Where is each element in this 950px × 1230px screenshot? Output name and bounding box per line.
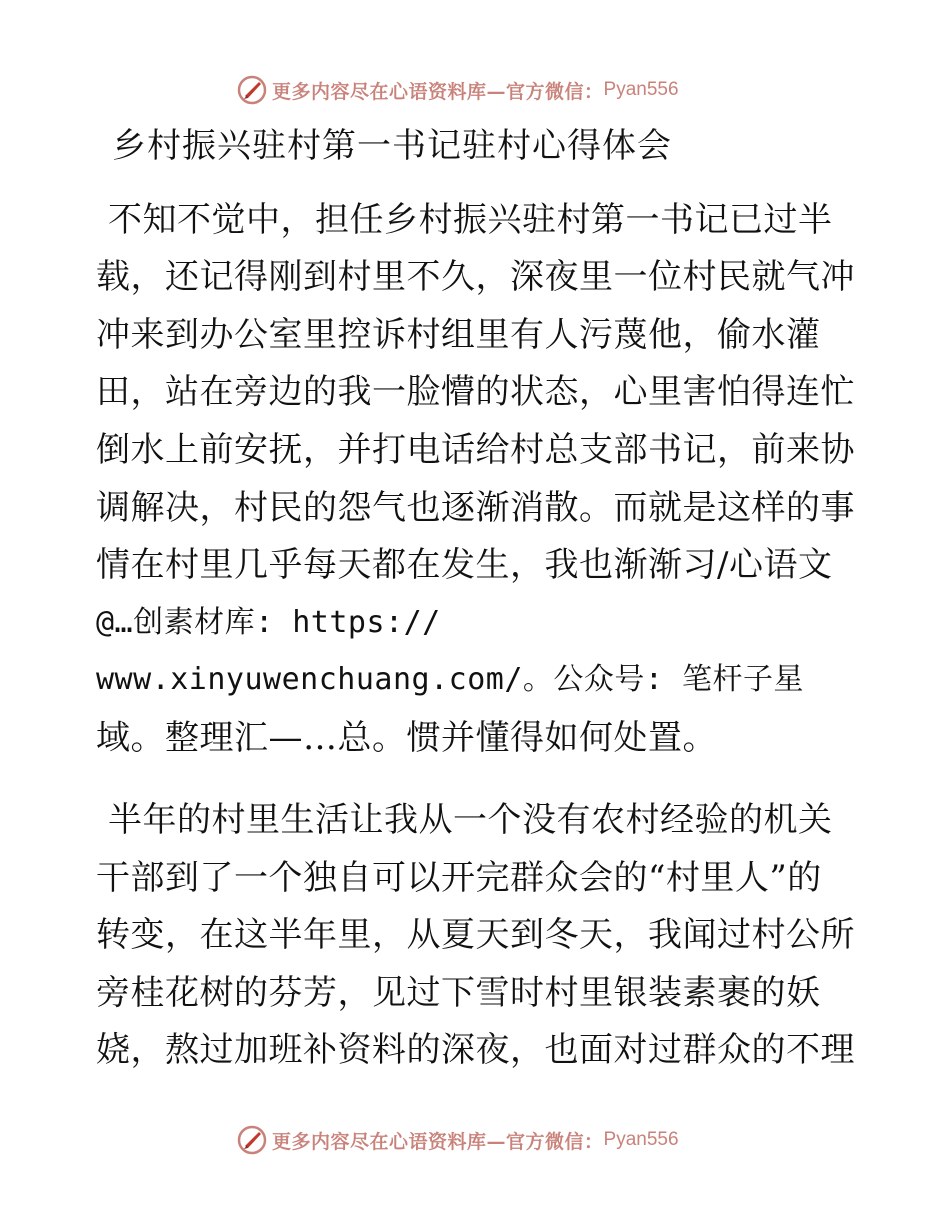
footer-watermark-text: 更多内容尽在心语资料库—官方微信： bbox=[272, 1130, 604, 1153]
header-watermark-text: 更多内容尽在心语资料库—官方微信： bbox=[272, 80, 604, 103]
paragraph-1-line: 倒水上前安抚，并打电话给村总支部书记，前来协 bbox=[96, 430, 855, 470]
header-watermark-banner bbox=[236, 72, 716, 108]
paragraph-1-line: 载，还记得刚到村里不久，深夜里一位村民就气冲 bbox=[96, 257, 855, 297]
document-title: 乡村振兴驻村第一书记驻村心得体会 bbox=[112, 126, 672, 166]
footer-watermark-banner bbox=[236, 1122, 716, 1158]
paragraph-2-line: 半年的村里生活让我从一个没有农村经验的机关 bbox=[108, 800, 833, 840]
paragraph-1-line: 情在村里几乎每天都在发生，我也渐渐习/心语文 bbox=[96, 545, 833, 585]
paragraph-1-line: 不知不觉中，担任乡村振兴驻村第一书记已过半 bbox=[108, 200, 833, 240]
paragraph-2-line: 娆，熬过加班补资料的深夜，也面对过群众的不理 bbox=[96, 1030, 855, 1070]
paragraph-2-line: 旁桂花树的芬芳，见过下雪时村里银装素裹的妖 bbox=[96, 973, 821, 1013]
paragraph-1-line: www.xinyuwenchuang.com/。公众号: 笔杆子星 bbox=[96, 662, 805, 697]
header-watermark-handle: Pyan556 bbox=[603, 79, 679, 100]
red-quill-logo-icon bbox=[236, 74, 268, 106]
paragraph-1-line: 冲来到办公室里控诉村组里有人污蔑他，偷水灌 bbox=[96, 315, 821, 355]
paragraph-1-line: @…创素材库: https:// bbox=[96, 605, 441, 640]
paragraph-1-line: 域。整理汇—…总。惯并懂得如何处置。 bbox=[96, 718, 717, 758]
red-quill-logo-icon bbox=[236, 1124, 268, 1156]
paragraph-1-line: 调解决，村民的怨气也逐渐消散。而就是这样的事 bbox=[96, 488, 855, 528]
footer-watermark-handle: Pyan556 bbox=[603, 1129, 679, 1150]
paragraph-2-line: 转变，在这半年里，从夏天到冬天，我闻过村公所 bbox=[96, 915, 855, 955]
paragraph-2-line: 干部到了一个独自可以开完群众会的“村里人”的 bbox=[96, 858, 822, 898]
paragraph-1-line: 田，站在旁边的我一脸懵的状态，心里害怕得连忙 bbox=[96, 372, 855, 412]
